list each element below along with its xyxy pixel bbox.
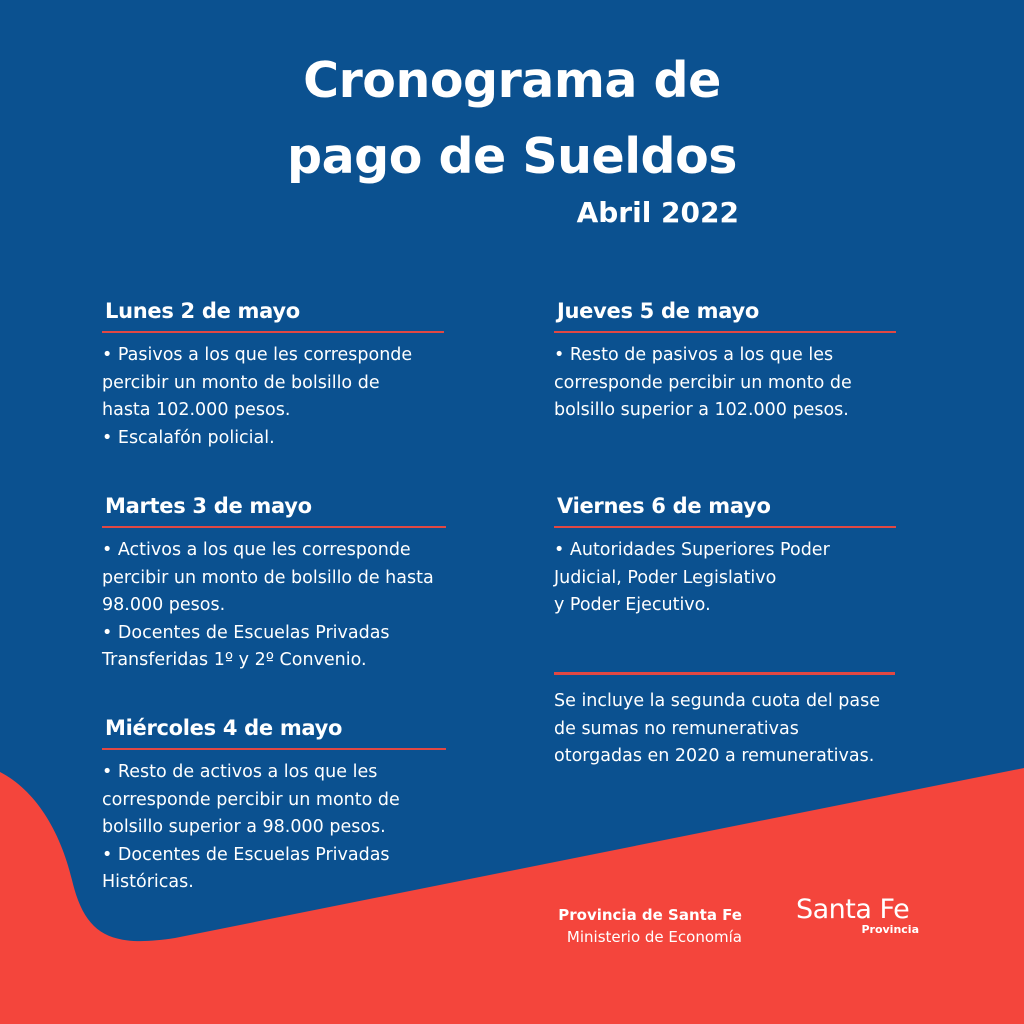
schedule-detail-line: • Activos a los que les corresponde bbox=[102, 540, 411, 560]
schedule-detail-line: • Docentes de Escuelas Privadas bbox=[102, 622, 390, 643]
logo-wordmark: Santa Fe bbox=[796, 894, 910, 925]
schedule-detail-line: 98.000 pesos. bbox=[102, 595, 226, 615]
schedule-day-heading: Miércoles 4 de mayo bbox=[105, 716, 343, 740]
schedule-block-tuesday bbox=[102, 496, 446, 675]
schedule-detail-line: bolsillo superior a 102.000 pesos. bbox=[554, 400, 849, 420]
page-title-line-1: Cronograma de bbox=[303, 52, 721, 109]
page-subtitle: Abril 2022 bbox=[576, 196, 739, 229]
schedule-detail-line: bolsillo superior a 98.000 pesos. bbox=[102, 817, 386, 837]
schedule-detail-line: Judicial, Poder Legislativo bbox=[554, 567, 777, 588]
schedule-detail-line: • Escalafón policial. bbox=[102, 427, 275, 448]
heading-underline bbox=[102, 526, 446, 528]
schedule-block-wednesday bbox=[102, 718, 446, 897]
schedule-day-heading: Viernes 6 de mayo bbox=[557, 494, 771, 518]
schedule-block-friday bbox=[554, 496, 896, 620]
note-line: otorgadas en 2020 a remunerativas. bbox=[554, 746, 875, 766]
schedule-detail-line: Históricas. bbox=[102, 872, 194, 892]
note-divider bbox=[554, 672, 895, 675]
schedule-detail-line: percibir un monto de bolsillo de hasta bbox=[102, 567, 434, 588]
logo-subtitle: Provincia bbox=[861, 923, 919, 936]
santa-fe-logo bbox=[796, 896, 921, 936]
schedule-day-heading: Martes 3 de mayo bbox=[105, 494, 312, 518]
note-line: de sumas no remunerativas bbox=[554, 718, 799, 739]
schedule-detail-line: • Resto de pasivos a los que les bbox=[554, 345, 834, 365]
schedule-detail-line: y Poder Ejecutivo. bbox=[554, 595, 711, 615]
page-title-line-2: pago de Sueldos bbox=[287, 128, 737, 185]
schedule-detail-line: • Resto de activos a los que les bbox=[102, 762, 378, 782]
heading-underline bbox=[554, 526, 896, 528]
schedule-detail-line: hasta 102.000 pesos. bbox=[102, 400, 291, 420]
schedule-detail-line: corresponde percibir un monto de bbox=[102, 789, 400, 810]
footer-org-name: Provincia de Santa Fe bbox=[558, 906, 742, 924]
footer-department: Ministerio de Economía bbox=[566, 928, 742, 946]
schedule-detail-line: • Pasivos a los que les corresponde bbox=[102, 345, 413, 365]
footer-organization bbox=[558, 904, 742, 948]
schedule-detail-line: Transferidas 1º y 2º Convenio. bbox=[102, 650, 367, 670]
schedule-day-heading: Jueves 5 de mayo bbox=[557, 299, 759, 323]
schedule-detail-line: • Autoridades Superiores Poder bbox=[554, 540, 830, 560]
schedule-block-monday bbox=[102, 301, 444, 452]
heading-underline bbox=[554, 331, 896, 333]
schedule-detail-line: corresponde percibir un monto de bbox=[554, 372, 852, 393]
note-block bbox=[554, 688, 880, 771]
schedule-day-heading: Lunes 2 de mayo bbox=[105, 299, 300, 323]
schedule-block-thursday bbox=[554, 301, 896, 425]
heading-underline bbox=[102, 748, 446, 750]
heading-underline bbox=[102, 331, 444, 333]
note-line: Se incluye la segunda cuota del pase bbox=[554, 691, 880, 711]
schedule-detail-line: • Docentes de Escuelas Privadas bbox=[102, 844, 390, 865]
schedule-detail-line: percibir un monto de bolsillo de bbox=[102, 372, 380, 393]
